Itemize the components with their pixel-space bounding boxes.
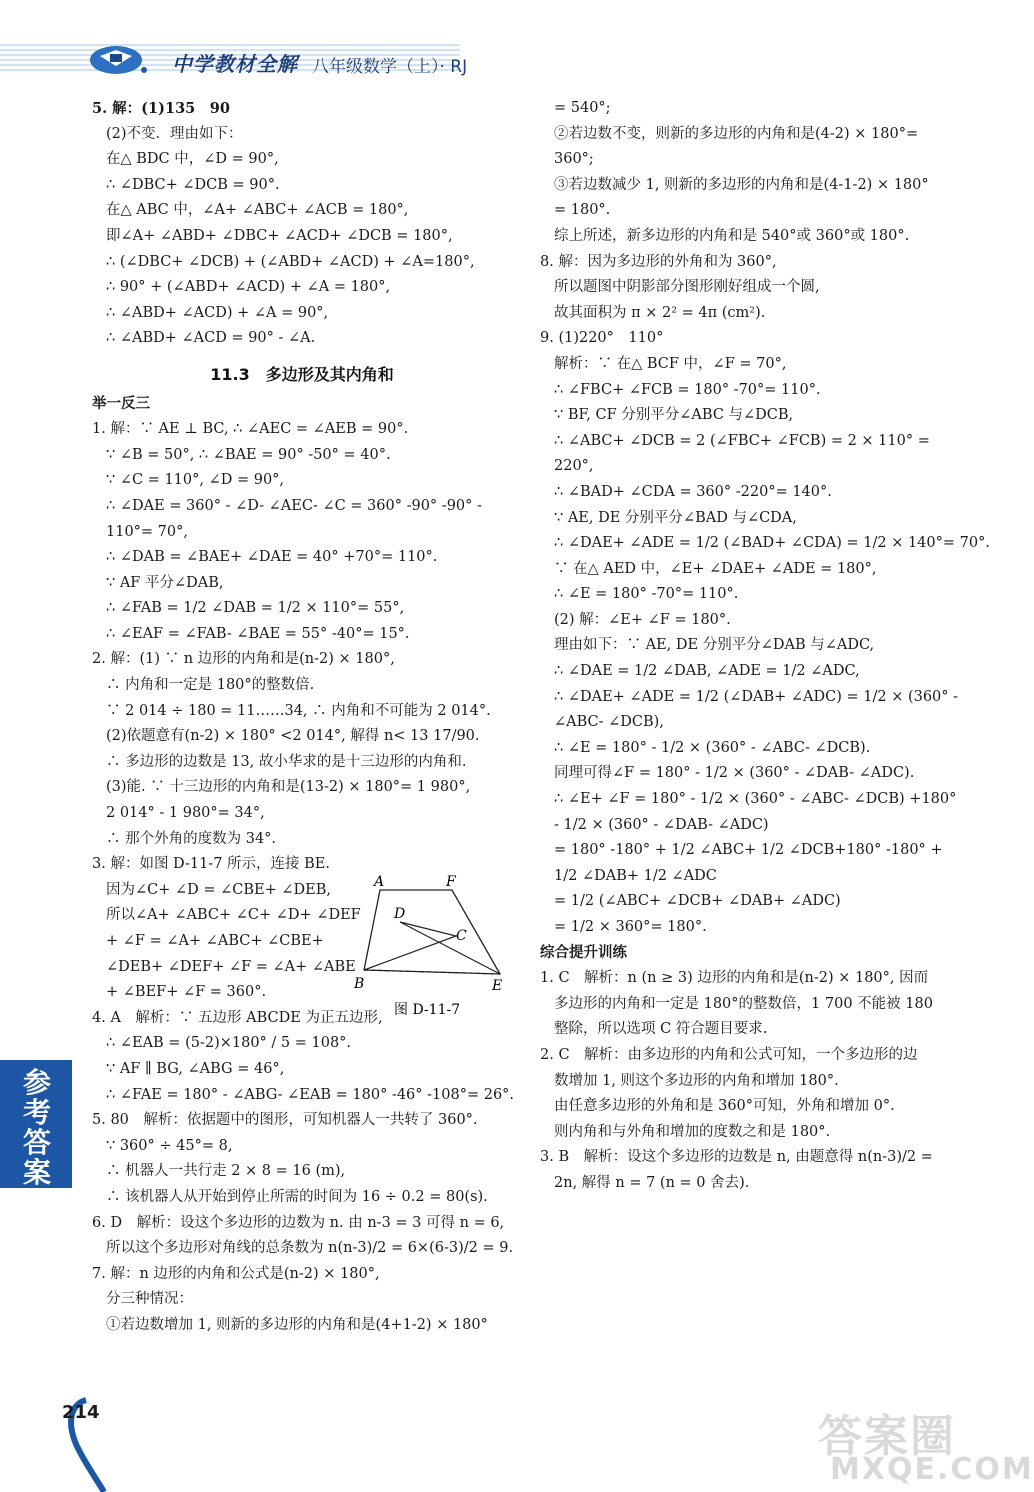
- text-line: 所以∠A+ ∠ABC+ ∠C+ ∠D+ ∠DEF: [106, 907, 361, 924]
- text-line: ∵ ∠C = 110°, ∠D = 90°,: [106, 472, 285, 489]
- text-line: (3)能. ∵ 十三边形的内角和是(13-2) × 180°= 1 980°,: [106, 779, 471, 796]
- text-line: + ∠BEF+ ∠F = 360°.: [106, 984, 267, 1001]
- text-line: 2 014° - 1 980°= 34°,: [106, 805, 265, 822]
- text-line: + ∠F = ∠A+ ∠ABC+ ∠CBE+: [106, 933, 324, 949]
- text-line: ∴ ∠FAE = 180° - ∠ABG- ∠EAB = 180° -46° -108°= 26°.: [106, 1086, 515, 1103]
- right-column: [540, 96, 990, 1197]
- header-title: 中学教材全解: [172, 52, 298, 76]
- text-line: = 1/2 (∠ABC+ ∠DCB+ ∠DAB+ ∠ADC): [554, 893, 841, 910]
- page-number: 214: [62, 1402, 100, 1423]
- fig-label-d: D: [394, 906, 406, 922]
- fig-label-a: A: [374, 874, 385, 890]
- book-logo-icon: [86, 36, 156, 78]
- text-line: 1. C 解析：n (n ≥ 3) 边形的内角和是(n-2) × 180°, 因而: [540, 970, 929, 987]
- text-line: 3. B 解析：设这个多边形的边数是 n, 由题意得 n(n-3)/2 =: [540, 1149, 933, 1166]
- header-subtitle: 八年级数学（上）· RJ: [312, 57, 468, 77]
- text-line: ∵ 360° ÷ 45°= 8,: [106, 1137, 233, 1154]
- fig-label-f: F: [446, 874, 456, 890]
- text-line: ∴ 多边形的边数是 13, 故小华求的是十三边形的内角和.: [106, 753, 467, 770]
- text-line: 2n, 解得 n = 7 (n = 0 舍去).: [554, 1174, 750, 1191]
- text-line: 所以这个多边形对角线的总条数为 n(n-3)/2 = 6×(6-3)/2 = 9.: [106, 1240, 514, 1257]
- text-line: ∴ 机器人一共行走 2 × 8 = 16 (m),: [106, 1163, 346, 1180]
- text-line: 因为∠C+ ∠D = ∠CBE+ ∠DEB,: [106, 881, 332, 898]
- text-line: ∴ ∠BAD+ ∠CDA = 360° -220°= 140°.: [554, 483, 832, 500]
- text-line: = 180°.: [554, 202, 611, 219]
- text-line: ∵ BF, CF 分别平分∠ABC 与∠DCB,: [554, 407, 794, 424]
- text-line: ∴ 内角和一定是 180°的整数倍.: [106, 677, 315, 694]
- text-line: ∴ ∠DAE = 360° - ∠D- ∠AEC- ∠C = 360° -90° -90° -: [106, 497, 482, 514]
- text-line: 在△ BDC 中，∠D = 90°,: [106, 151, 279, 168]
- text-line: ∵ 2 014 ÷ 180 = 11……34, ∴ 内角和不可能为 2 014°.: [106, 702, 491, 719]
- text-line: - 1/2 × (360° - ∠DAB- ∠ADC): [554, 816, 769, 833]
- text-line: 9. (1)220° 110°: [540, 330, 664, 347]
- text-line: 故其面积为 π × 2² = 4π (cm²).: [554, 304, 766, 321]
- text-line: ∴ ∠EAB = (5-2)×180° / 5 = 108°.: [106, 1035, 352, 1052]
- left-column: [92, 96, 515, 1339]
- watermark-url: MXQE.COM: [830, 1452, 1034, 1487]
- fig-label-b: B: [354, 976, 365, 992]
- text-line: 则内角和与外角和增加的度数之和是 180°.: [554, 1123, 831, 1140]
- text-line: 110°= 70°,: [106, 523, 188, 540]
- text-line: 同理可得∠F = 180° - 1/2 × (360° - ∠DAB- ∠ADC).: [554, 765, 915, 782]
- text-line: ∵ AF ∥ BG, ∠ABG = 46°,: [106, 1060, 285, 1077]
- text-line: ∴ ∠DBC+ ∠DCB = 90°.: [106, 176, 280, 193]
- text-line: ∴ ∠E+ ∠F = 180° - 1/2 × (360° - ∠ABC- ∠DCB) +180°: [554, 791, 957, 808]
- text-line: 解析：∵ 在△ BCF 中，∠F = 70°,: [554, 355, 787, 372]
- text-line: 5. 解：(1)135 90: [92, 100, 230, 117]
- text-line: 所以题图中阴影部分图形刚好组成一个圆,: [554, 279, 820, 296]
- text-line: (2)不变．理由如下：: [106, 125, 243, 142]
- text-line: 3. 解：如图 D-11-7 所示，连接 BE.: [92, 856, 330, 873]
- text-line: ∴ 90° + (∠ABD+ ∠ACD) + ∠A = 180°,: [106, 279, 391, 296]
- text-line: ∴ ∠FAB = 1/2 ∠DAB = 1/2 × 110°= 55°,: [106, 600, 405, 617]
- text-line: ∴ ∠DAE+ ∠ADE = 1/2 (∠DAB+ ∠ADC) = 1/2 × (360° -: [554, 688, 959, 705]
- text-line: 1/2 ∠DAB+ 1/2 ∠ADC: [554, 867, 717, 884]
- text-line: ②若边数不变，则新的多边形的内角和是(4-2) × 180°=: [554, 125, 919, 142]
- text-line: 1. 解：∵ AE ⊥ BC, ∴ ∠AEC = ∠AEB = 90°.: [92, 421, 409, 438]
- text-line: 多边形的内角和一定是 180°的整数倍，1 700 不能被 180: [554, 995, 933, 1012]
- text-line: ∴ ∠DAE = 1/2 ∠DAB, ∠ADE = 1/2 ∠ADC,: [554, 663, 860, 680]
- text-line: 2. 解：(1) ∵ n 边形的内角和是(n-2) × 180°,: [92, 651, 395, 668]
- text-line: ∴ ∠ABC+ ∠DCB = 2 (∠FBC+ ∠FCB) = 2 × 110° =: [554, 432, 930, 449]
- text-line: ∴ ∠EAF = ∠FAB- ∠BAE = 55° -40°= 15°.: [106, 625, 410, 642]
- text-line: = 540°;: [554, 100, 611, 116]
- fig-label-c: C: [456, 928, 467, 944]
- text-line: 4. A 解析：∵ 五边形 ABCDE 为正五边形,: [92, 1009, 383, 1026]
- text-line: ∴ ∠FBC+ ∠FCB = 180° -70°= 110°.: [554, 381, 821, 398]
- text-line: = 1/2 × 360°= 180°.: [554, 919, 707, 935]
- fig-label-e: E: [492, 978, 503, 994]
- text-line: 数增加 1, 则这个多边形的内角和增加 180°.: [554, 1072, 839, 1089]
- text-line: ∴ 该机器人从开始到停止所需的时间为 16 ÷ 0.2 = 80(s).: [106, 1188, 488, 1205]
- text-line: ∴ ∠ABD+ ∠ACD) + ∠A = 90°,: [106, 304, 329, 321]
- text-line: 7. 解：n 边形的内角和公式是(n-2) × 180°,: [92, 1265, 380, 1282]
- subsection-title: 举一反三: [92, 395, 150, 412]
- text-line: ③若边数减少 1, 则新的多边形的内角和是(4-1-2) × 180°: [554, 176, 929, 193]
- figure-caption: 图 D-11-7: [394, 1002, 461, 1018]
- text-line: ∴ (∠DBC+ ∠DCB) + (∠ABD+ ∠ACD) + ∠A=180°,: [106, 253, 475, 270]
- text-line: ∴ ∠DAB = ∠BAE+ ∠DAE = 40° +70°= 110°.: [106, 549, 438, 566]
- text-line: = 180° -180° + 1/2 ∠ABC+ 1/2 ∠DCB+180° -180° +: [554, 842, 943, 859]
- text-line: ∠ABC- ∠DCB),: [554, 714, 664, 731]
- text-line: 即∠A+ ∠ABD+ ∠DBC+ ∠ACD+ ∠DCB = 180°,: [106, 227, 453, 244]
- watermark-logo: 答案圈: [818, 1411, 956, 1462]
- side-tab-label: 参考答案: [22, 1066, 51, 1189]
- text-line: 由任意多边形的外角和是 360°可知，外角和增加 0°.: [554, 1098, 895, 1115]
- section-title: 11.3 多边形及其内角和: [210, 364, 394, 384]
- text-line: ∴ ∠ABD+ ∠ACD = 90° - ∠A.: [106, 330, 316, 347]
- text-line: 整除，所以选项 C 符合题目要求.: [554, 1021, 768, 1038]
- text-line: 360°;: [554, 151, 594, 168]
- text-line: (2)依题意有(n-2) × 180° <2 014°, 解得 n< 13 17/90.: [106, 728, 480, 745]
- page-header: [0, 0, 1000, 80]
- text-line: 5. 80 解析：依据题中的图形，可知机器人一共转了 360°.: [92, 1112, 478, 1129]
- figure-d-11-7: [352, 874, 512, 1030]
- text-line: 分三种情况：: [106, 1291, 193, 1308]
- text-line: 220°,: [554, 458, 594, 475]
- text-line: 6. D 解析：设这个多边形的边数为 n. 由 n-3 = 3 可得 n = 6,: [92, 1214, 505, 1231]
- text-line: ∴ 那个外角的度数为 34°.: [106, 830, 277, 847]
- text-line: 理由如下：∵ AE, DE 分别平分∠DAB 与∠ADC,: [554, 637, 875, 654]
- text-line: ∴ ∠E = 180° - 1/2 × (360° - ∠ABC- ∠DCB).: [554, 739, 871, 756]
- subsection-title: 综合提升训练: [540, 944, 627, 961]
- text-line: ∵ 在△ AED 中，∠E+ ∠DAE+ ∠ADE = 180°,: [554, 560, 877, 577]
- text-line: ∵ ∠B = 50°, ∴ ∠BAE = 90° -50° = 40°.: [106, 446, 391, 463]
- text-line: 综上所述，新多边形的内角和是 540°或 360°或 180°.: [554, 227, 910, 244]
- text-line: ∴ ∠E = 180° -70°= 110°.: [554, 586, 739, 603]
- text-line: 8. 解：因为多边形的外角和为 360°,: [540, 253, 777, 270]
- text-line: ①若边数增加 1, 则新的多边形的内角和是(4+1-2) × 180°: [106, 1316, 488, 1333]
- text-line: ∵ AF 平分∠DAB,: [106, 574, 224, 591]
- text-line: (2) 解：∠E+ ∠F = 180°.: [554, 611, 731, 628]
- text-line: ∠DEB+ ∠DEF+ ∠F = ∠A+ ∠ABE: [106, 958, 356, 975]
- text-line: 2. C 解析：由多边形的内角和公式可知，一个多边形的边: [540, 1046, 918, 1063]
- text-line: 在△ ABC 中，∠A+ ∠ABC+ ∠ACB = 180°,: [106, 202, 409, 219]
- text-line: ∵ AE, DE 分别平分∠BAD 与∠CDA,: [554, 509, 797, 526]
- text-line: ∴ ∠DAE+ ∠ADE = 1/2 (∠BAD+ ∠CDA) = 1/2 × 140°= 70°.: [554, 535, 990, 552]
